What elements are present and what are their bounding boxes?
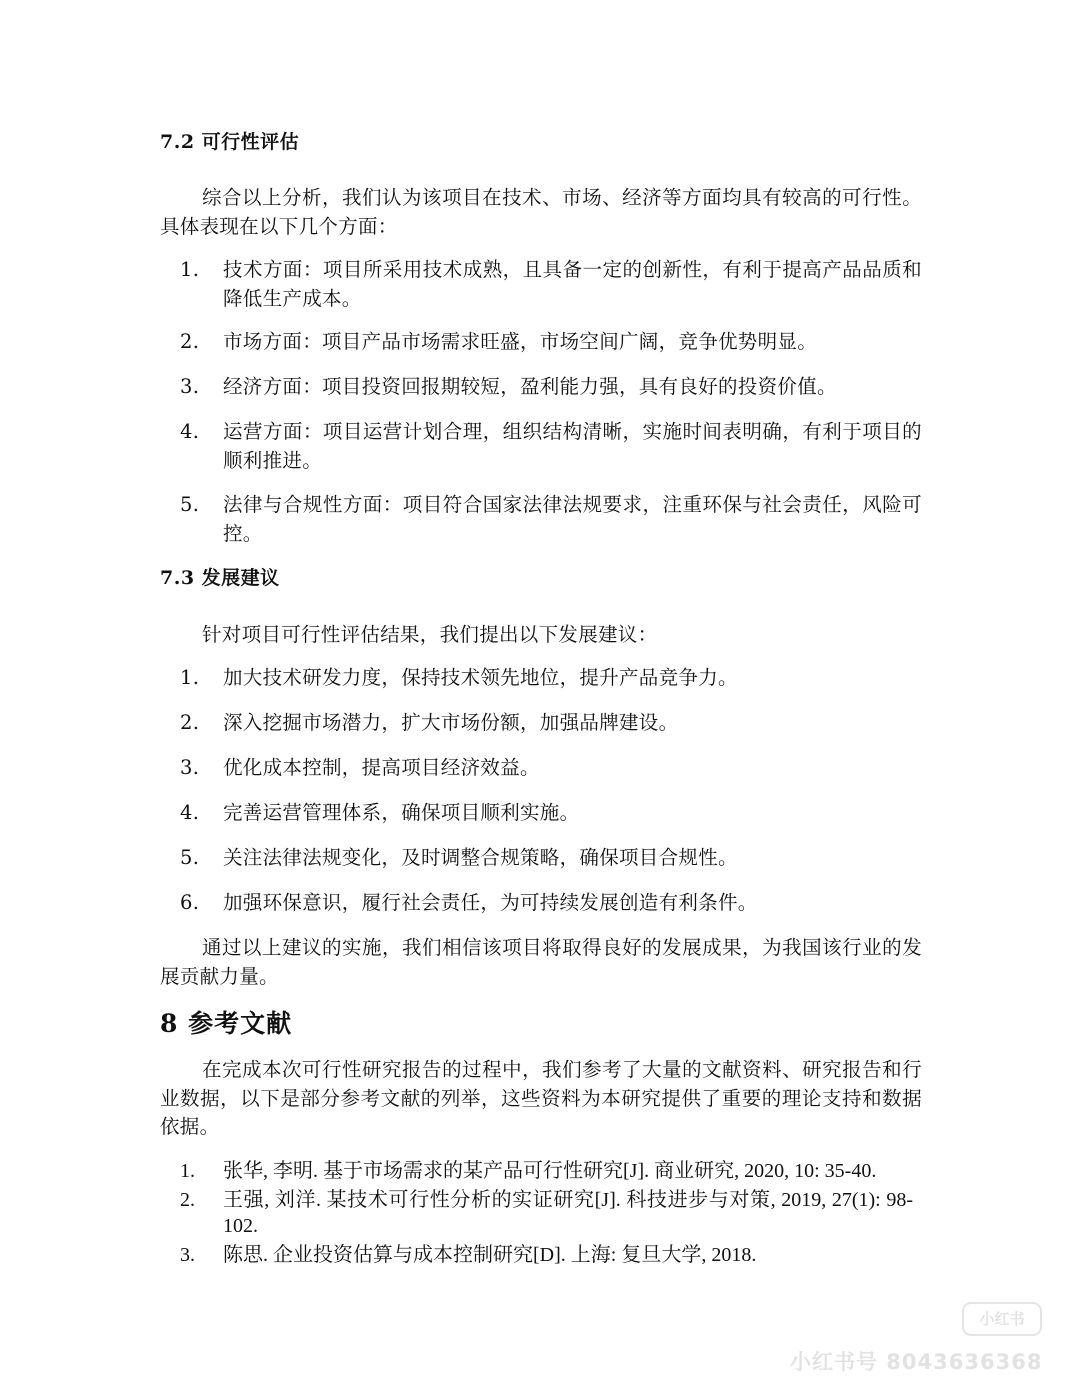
watermark-logo: 小红书 bbox=[962, 1302, 1042, 1336]
list-item bbox=[160, 709, 922, 738]
reference-text: 陈思. 企业投资估算与成本控制研究[D]. 上海: 复旦大学, 2018. bbox=[223, 1244, 757, 1266]
list-item bbox=[160, 328, 922, 357]
list-number: 3. bbox=[180, 756, 200, 779]
section-7-2-intro: 综合以上分析，我们认为该项目在技术、市场、经济等方面均具有较高的可行性。具体表现在以下几个方面： bbox=[160, 186, 922, 238]
section-8-heading: 8 参考文献 bbox=[160, 1009, 293, 1038]
list-item bbox=[160, 754, 922, 783]
list-text: 关注法律法规变化，及时调整合规策略，确保项目合规性。 bbox=[223, 846, 738, 869]
list-item bbox=[160, 256, 922, 313]
list-number: 6. bbox=[180, 891, 200, 914]
list-text: 加大技术研发力度，保持技术领先地位，提升产品竞争力。 bbox=[223, 666, 738, 689]
reference-item bbox=[160, 1187, 922, 1239]
list-text: 技术方面：项目所采用技术成熟，且具备一定的创新性，有利于提高产品品质和降低生产成本。 bbox=[223, 258, 922, 310]
list-item bbox=[160, 491, 922, 548]
section-7-3-closing: 通过以上建议的实施，我们相信该项目将取得良好的发展成果，为我国该行业的发展贡献力量。 bbox=[160, 936, 922, 988]
list-item bbox=[160, 889, 922, 918]
list-item bbox=[160, 799, 922, 828]
section-7-2-heading: 7.2 可行性评估 bbox=[160, 131, 300, 153]
reference-number: 3. bbox=[180, 1244, 195, 1266]
section-8-intro: 在完成本次可行性研究报告的过程中，我们参考了大量的文献资料、研究报告和行业数据，以下是部分参考文献的列举，这些资料为本研究提供了重要的理论支持和数据依据。 bbox=[160, 1058, 922, 1138]
watermark-id: 小红书号 8043636368 bbox=[790, 1350, 1043, 1374]
list-number: 1. bbox=[180, 666, 200, 689]
list-text: 完善运营管理体系，确保项目顺利实施。 bbox=[223, 801, 580, 824]
section-7-3-intro: 针对项目可行性评估结果，我们提出以下发展建议： bbox=[202, 623, 658, 646]
reference-number: 2. bbox=[180, 1189, 195, 1211]
list-item bbox=[160, 373, 922, 402]
list-number: 2. bbox=[180, 711, 200, 734]
list-number: 1. bbox=[180, 258, 200, 281]
list-item bbox=[160, 418, 922, 475]
list-text: 运营方面：项目运营计划合理，组织结构清晰，实施时间表明确，有利于项目的顺利推进。 bbox=[223, 420, 922, 472]
list-text: 经济方面：项目投资回报期较短，盈利能力强，具有良好的投资价值。 bbox=[223, 375, 837, 398]
list-number: 2. bbox=[180, 330, 200, 353]
section-7-3-heading: 7.3 发展建议 bbox=[160, 567, 280, 589]
list-text: 加强环保意识，履行社会责任，为可持续发展创造有利条件。 bbox=[223, 891, 758, 914]
list-text: 市场方面：项目产品市场需求旺盛，市场空间广阔，竞争优势明显。 bbox=[223, 330, 818, 353]
list-number: 5. bbox=[180, 493, 200, 516]
reference-item bbox=[160, 1242, 922, 1268]
reference-text: 王强, 刘洋. 某技术可行性分析的实证研究[J]. 科技进步与对策, 2019, 27(1): 98-102. bbox=[223, 1189, 913, 1237]
list-item bbox=[160, 844, 922, 873]
list-number: 4. bbox=[180, 420, 200, 443]
reference-number: 1. bbox=[180, 1160, 195, 1182]
list-item bbox=[160, 664, 922, 693]
list-text: 优化成本控制，提高项目经济效益。 bbox=[223, 756, 540, 779]
list-number: 3. bbox=[180, 375, 200, 398]
reference-item bbox=[160, 1158, 922, 1184]
reference-text: 张华, 李明. 基于市场需求的某产品可行性研究[J]. 商业研究, 2020, 10: 35-40. bbox=[223, 1160, 877, 1182]
list-number: 4. bbox=[180, 801, 200, 824]
list-text: 深入挖掘市场潜力，扩大市场份额，加强品牌建设。 bbox=[223, 711, 679, 734]
list-number: 5. bbox=[180, 846, 200, 869]
list-text: 法律与合规性方面：项目符合国家法律法规要求，注重环保与社会责任，风险可控。 bbox=[223, 493, 922, 545]
